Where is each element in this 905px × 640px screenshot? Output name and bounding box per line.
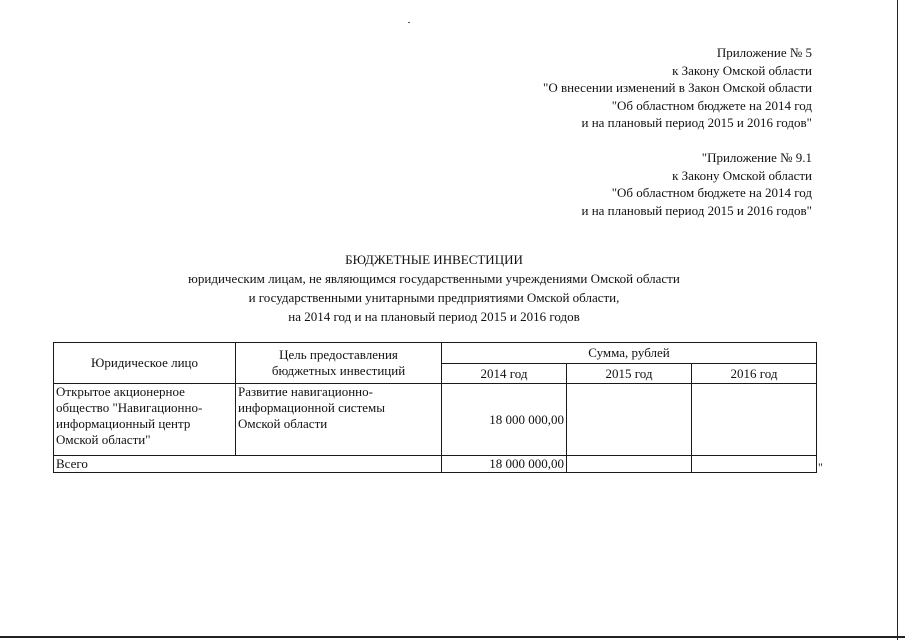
appendix-5-line-4: "Об областном бюджете на 2014 год	[611, 97, 812, 113]
goal-line-3: Омской области	[238, 416, 328, 431]
title-heading: БЮДЖЕТНЫЕ ИНВЕСТИЦИИ	[345, 252, 523, 267]
total-2016-amount	[692, 456, 817, 473]
entity-line-2: общество "Навигационно-	[56, 400, 203, 415]
cell-entity	[54, 384, 236, 456]
title-line-3: на 2014 год и на плановый период 2015 и 2016 годов	[288, 309, 580, 324]
title-line-2: и государственными унитарными предприятиями Омской области,	[248, 290, 620, 305]
scan-speck	[408, 22, 410, 23]
cell-2016-amount	[692, 384, 817, 456]
document-title	[0, 250, 868, 326]
cell-goal	[236, 384, 442, 456]
appendix-5-line-3: "О внесении изменений в Закон Омской области	[543, 80, 812, 96]
table-row	[54, 384, 817, 456]
cell-2015-amount	[567, 384, 692, 456]
header-entity: Юридическое лицо	[54, 343, 236, 384]
entity-line-4: Омской области"	[56, 432, 151, 447]
header-goal-line-2: бюджетных инвестиций	[271, 363, 406, 378]
appendix-5-line-1: Приложение № 5	[716, 45, 812, 60]
appendix-9-1-line-4: и на плановый период 2015 и 2016 годов"	[581, 202, 812, 218]
total-2014-amount: 18 000 000,00	[442, 456, 567, 473]
header-goal-line-1: Цель предоставления	[279, 347, 398, 362]
appendix-5-line-2: к Закону Омской области	[672, 62, 812, 78]
appendix-9-1-line-2: к Закону Омской области	[672, 167, 812, 183]
appendix-5-header	[543, 44, 812, 132]
appendix-5-line-5: и на плановый период 2015 и 2016 годов"	[581, 115, 812, 131]
cell-2014-amount: 18 000 000,00	[442, 384, 567, 456]
header-amount: Сумма, рублей	[442, 343, 817, 364]
page-edge-bottom	[0, 636, 905, 638]
header-goal	[236, 343, 442, 384]
budget-investments-table	[53, 342, 817, 473]
title-line-1: юридическим лицам, не являющимся государственными учреждениями Омской области	[188, 271, 680, 286]
appendix-9-1-header	[581, 149, 812, 219]
table-header-row-1	[54, 343, 817, 364]
header-year-2016: 2016 год	[692, 364, 817, 384]
closing-quote-mark: "	[818, 460, 823, 474]
table-total-row	[54, 456, 817, 473]
header-year-2015: 2015 год	[567, 364, 692, 384]
entity-line-1: Открытое акционерное	[56, 384, 185, 399]
total-label: Всего	[54, 456, 442, 473]
page-edge-right	[897, 0, 898, 640]
appendix-9-1-line-3: "Об областном бюджете на 2014 год	[611, 185, 812, 201]
header-year-2014: 2014 год	[442, 364, 567, 384]
goal-line-2: информационной системы	[238, 400, 385, 415]
total-2015-amount	[567, 456, 692, 473]
goal-line-1: Развитие навигационно-	[238, 384, 373, 399]
appendix-9-1-line-1: "Приложение № 9.1	[701, 150, 812, 165]
entity-line-3: информационный центр	[56, 416, 191, 431]
